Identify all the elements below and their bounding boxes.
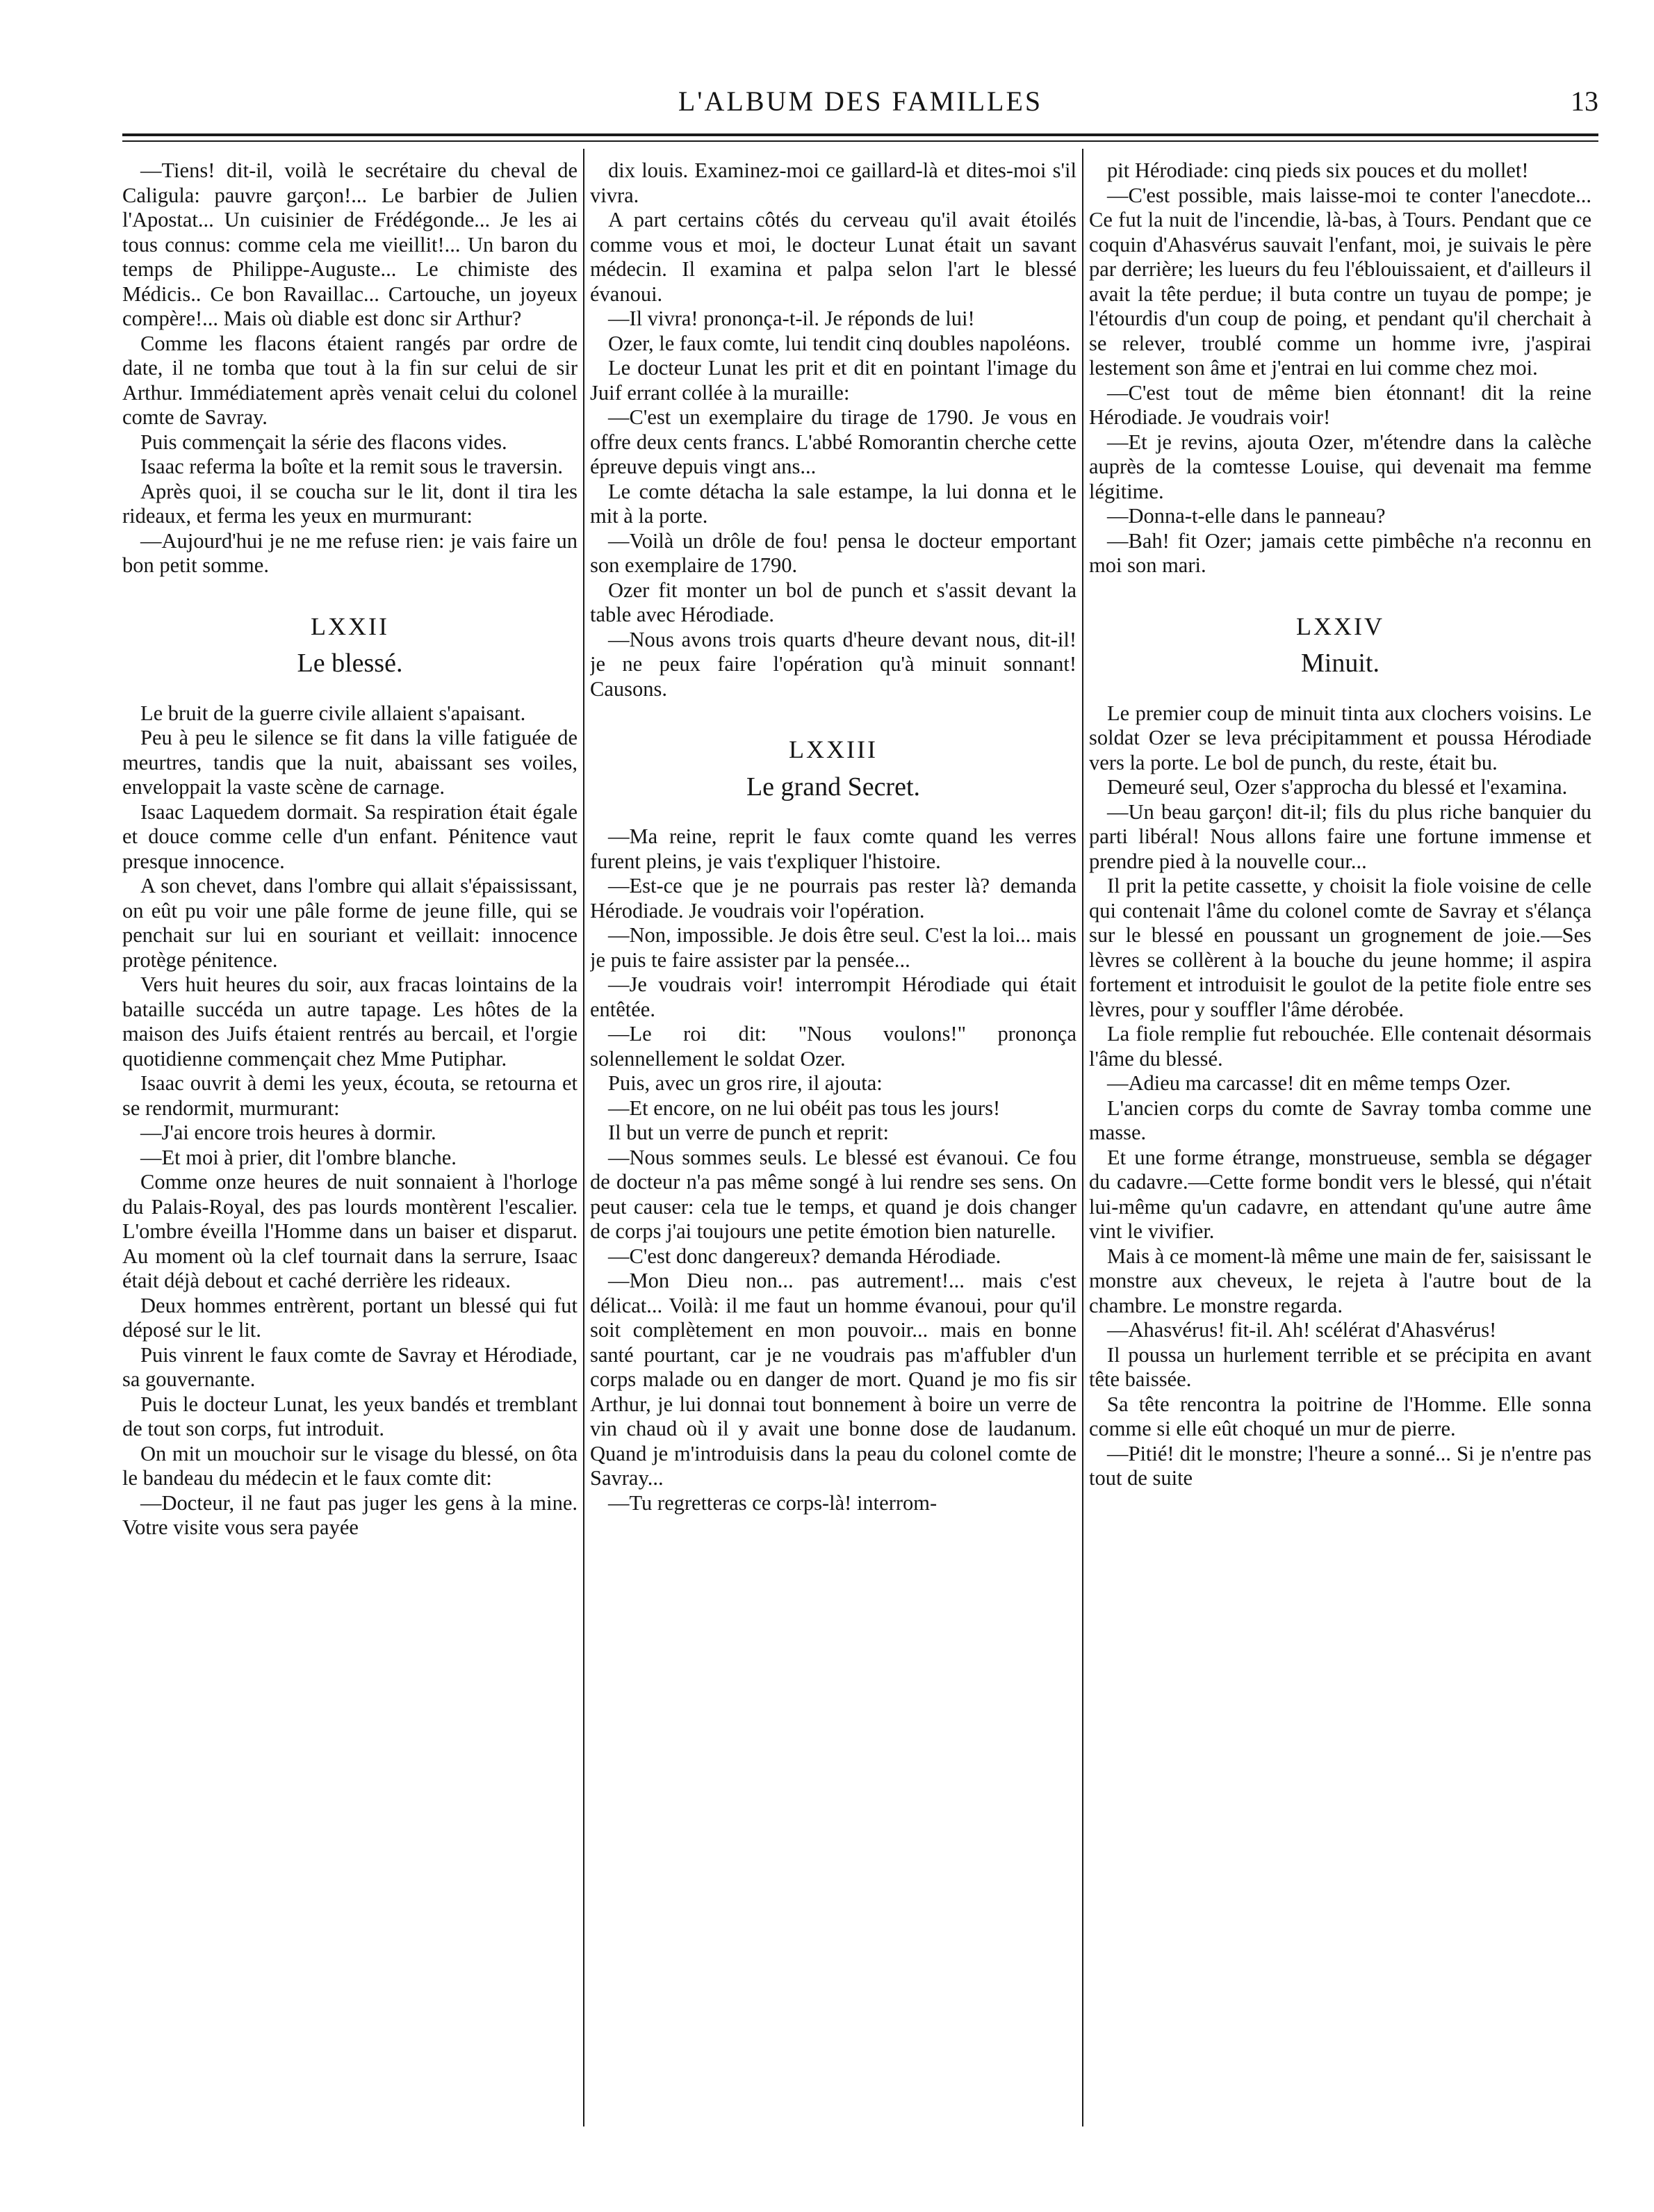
paragraph: —Et moi à prier, dit l'ombre blanche. — [140, 1145, 457, 1169]
paragraph: —Je voudrais voir! interrompit Hérodiade qui était entêtée. — [590, 973, 1076, 1021]
page-header — [122, 82, 1598, 131]
paragraph: —Tiens! dit-il, voilà le secrétaire du cheval de Caligula: pauvre garçon!... Le barbier de Julien l'Apostat... Un cuisinier de Frédégonde... Je les ai tous connus: comme cela me vieillit!... Un baron du temps de Philippe-Auguste... Le chimiste des Médicis.. Ce bon Ravaillac... Cartouche, un joyeux compère!... Mais où diable est donc sir Arthur? — [122, 158, 578, 330]
paragraph: —Un beau garçon! dit-il; fils du plus riche banquier du parti libéral! Nous allons faire une fortune immense et prendre pied à la nouvelle cour... — [1089, 799, 1591, 873]
paragraph: Isaac ouvrit à demi les yeux, écouta, se retourna et se rendormit, murmurant: — [122, 1071, 578, 1120]
column-1-before — [122, 158, 578, 578]
chapter-title: Le blessé. — [297, 649, 403, 678]
paragraph: Et une forme étrange, monstrueuse, sembla se dégager du cadavre.—Cette forme bondit vers le blessé, qui n'était lui-même qu'un cadavre, en attendant qu'une autre âme vint le vivifier. — [1089, 1145, 1591, 1243]
paragraph: Isaac Laquedem dormait. Sa respiration était égale et douce comme celle d'un enfant. Pénitence vaut presque innocence. — [122, 799, 578, 873]
paragraph: —Pitié! dit le monstre; l'heure a sonné... Si je n'entre pas tout de suite — [1089, 1441, 1591, 1490]
paragraph: Puis, avec un gros rire, il ajouta: — [608, 1071, 883, 1095]
paragraph: Puis le docteur Lunat, les yeux bandés et tremblant de tout son corps, fut introduit. — [122, 1392, 578, 1440]
paragraph: —C'est tout de même bien étonnant! dit la reine Hérodiade. Je voudrais voir! — [1089, 380, 1591, 429]
paragraph: —Non, impossible. Je dois être seul. C'est la loi... mais je puis te faire assister par la pensée... — [590, 923, 1076, 972]
paragraph: —Donna-t-elle dans le panneau? — [1107, 504, 1386, 528]
paragraph: —Tu regretteras ce corps-là! interrom- — [608, 1490, 937, 1515]
paragraph: —Ma reine, reprit le faux comte quand les verres furent pleins, je vais t'expliquer l'histoire. — [590, 824, 1076, 873]
paragraph: Le premier coup de minuit tinta aux clochers voisins. Le soldat Ozer se leva précipitamment et poussa Hérodiade vers la porte. Le bol de punch, du reste, était bu. — [1089, 701, 1591, 774]
paragraph: Comme onze heures de nuit sonnaient à l'horloge du Palais-Royal, des pas lourds montèrent l'escalier. L'ombre éveilla l'Homme dans un baiser et disparut. Au moment où la clef tournait dans la serrure, Isaac était déjà debout et caché derrière les rideaux. — [122, 1170, 578, 1292]
column-1-after — [122, 701, 578, 1540]
column-2-after — [590, 824, 1076, 1515]
paragraph: Puis vinrent le faux comte de Savray et Hérodiade, sa gouvernante. — [122, 1342, 578, 1391]
paragraph: —Adieu ma carcasse! dit en même temps Ozer. — [1107, 1071, 1511, 1095]
paragraph: —Aujourd'hui je ne me refuse rien: je vais faire un bon petit somme. — [122, 528, 578, 577]
chapter-number: LXXIII — [789, 735, 878, 763]
paragraph: —J'ai encore trois heures à dormir. — [140, 1121, 436, 1144]
paragraph: Comme les flacons étaient rangés par ordre de date, il ne tomba que tout à la fin sur celui de sir Arthur. Immédiatement après venait celui du colonel comte de Savray. — [122, 331, 578, 429]
paragraph: Le comte détacha la sale estampe, la lui donna et le mit à la porte. — [590, 479, 1076, 528]
paragraph: Mais à ce moment-là même une main de fer, saisissant le monstre aux cheveux, le rejeta à l'autre bout de la chambre. Le monstre regarda. — [1089, 1244, 1591, 1317]
paragraph: —C'est donc dangereux? demanda Hérodiade. — [608, 1244, 1001, 1268]
column-3-before — [1089, 158, 1591, 578]
paragraph: Il poussa un hurlement terrible et se précipita en avant tête baissée. — [1089, 1342, 1591, 1391]
paragraph: —Il vivra! prononça-t-il. Je réponds de lui! — [608, 307, 975, 330]
paragraph: Deux hommes entrèrent, portant un blessé qui fut déposé sur le lit. — [122, 1293, 578, 1342]
column-2-before — [590, 158, 1076, 701]
paragraph: —Mon Dieu non... pas autrement!... mais c'est délicat... Voilà: il me faut un homme évanoui, pour qu'il soit complètement en mon pouvoir... mais en bonne santé pourtant, car je ne voudrais pas m'affubler d'un corps malade ou en danger de mort. Quand je mo fis sir Arthur, je lui donnai tout bonnement à boire un verre de vin chaud où il y avait une bonne dose de laudanum. Quand je m'introduisis dans la peau du colonel comte de Savray... — [590, 1269, 1076, 1490]
paragraph: —Nous sommes seuls. Le blessé est évanoui. Ce fou de docteur n'a pas même songé à lui rendre ses sens. On peut causer: cela tue le temps, et quand je dois changer de corps j'ai toujours une petite émotion bien naturelle. — [590, 1145, 1076, 1243]
paragraph: Ozer, le faux comte, lui tendit cinq doubles napoléons. — [608, 331, 1071, 355]
paragraph: Il prit la petite cassette, y choisit la fiole voisine de celle qui contenait l'âme du colonel comte de Savray et s'élança sur le blessé en poussant un grognement de joie.—Ses lèvres se collèrent à la bouche du jeune homme; il aspira fortement et introduisit le goulot de la petite fiole entre ses lèvres, pour y souffler l'âme dérobée. — [1089, 874, 1591, 1021]
paragraph: Sa tête rencontra la poitrine de l'Homme. Elle sonna comme si elle eût choqué un mur de pierre. — [1089, 1392, 1591, 1440]
paragraph: Le docteur Lunat les prit et dit en pointant l'image du Juif errant collée à la muraille: — [590, 356, 1076, 405]
paragraph: —Ahasvérus! fit-il. Ah! scélérat d'Ahasvérus! — [1107, 1318, 1497, 1342]
column-1 — [122, 158, 578, 2126]
chapter-number: LXXII — [311, 612, 389, 640]
paragraph: Vers huit heures du soir, aux fracas lointains de la bataille succéda un autre tapage. Les hôtes de la maison des Juifs étaient rentrés au bercail, et l'orgie quotidienne commençait chez Mme Putiphar. — [122, 973, 578, 1071]
header-rule-top — [122, 133, 1598, 136]
paragraph: Le bruit de la guerre civile allaient s'apaisant. — [140, 701, 526, 725]
chapter-number: LXXIV — [1296, 612, 1384, 640]
paragraph: Peu à peu le silence se fit dans la ville fatiguée de meurtres, tandis que la nuit, abaissant ses voiles, enveloppait la vaste scène de carnage. — [122, 726, 578, 799]
paragraph: —Bah! fit Ozer; jamais cette pimbêche n'a reconnu en moi son mari. — [1089, 528, 1591, 577]
header-rule-bottom — [122, 140, 1598, 142]
paragraph: Puis commençait la série des flacons vides. — [140, 430, 507, 454]
paragraph: Demeuré seul, Ozer s'approcha du blessé et l'examina. — [1107, 775, 1568, 799]
paragraph: A son chevet, dans l'ombre qui allait s'épaississant, on eût pu voir une pâle forme de jeune fille, qui se penchait sur lui en souriant et veillait: innocence protège pénitence. — [122, 874, 578, 972]
paragraph: A part certains côtés du cerveau qu'il avait étoilés comme vous et moi, le docteur Lunat était un savant médecin. Il examina et palpa selon l'art le blessé évanoui. — [590, 208, 1076, 306]
column-separator-2 — [1082, 149, 1083, 2126]
chapter-title: Le grand Secret. — [746, 772, 921, 802]
paragraph: —Voilà un drôle de fou! pensa le docteur emportant son exemplaire de 1790. — [590, 528, 1076, 577]
paragraph: —C'est possible, mais laisse-moi te conter l'anecdote... Ce fut la nuit de l'incendie, là-bas, à Tours. Pendant que ce coquin d'Ahasvérus sauvait l'enfant, moi, je suivais le père par derrière; les lueurs du feu l'éblouissaient, et d'ailleurs il avait la tête perdue; il buta contre un tuyau de pompe; je l'étourdis d'un coup de poing, et pendant qu'il cherchait à se relever, troublé comme un homme ivre, j'aspirai lestement son âme et j'entrai en lui comme chez moi. — [1089, 183, 1591, 380]
paragraph: pit Hérodiade: cinq pieds six pouces et du mollet! — [1107, 158, 1529, 182]
paragraph: —Le roi dit: "Nous voulons!" prononça solennellement le soldat Ozer. — [590, 1022, 1076, 1071]
column-3-after — [1089, 701, 1591, 1491]
page-number: 13 — [1571, 86, 1598, 117]
column-2 — [590, 158, 1076, 2126]
column-separator-1 — [583, 149, 584, 2126]
chapter-title: Minuit. — [1301, 649, 1379, 678]
paragraph: —C'est un exemplaire du tirage de 1790. Je vous en offre deux cents francs. L'abbé Romorantin cherche cette épreuve depuis vingt ans... — [590, 405, 1076, 478]
paragraph: On mit un mouchoir sur le visage du blessé, on ôta le bandeau du médecin et le faux comte dit: — [122, 1441, 578, 1490]
column-3 — [1089, 158, 1591, 2126]
running-head: L'ALBUM DES FAMILLES — [678, 86, 1043, 117]
paragraph: —Et je revins, ajouta Ozer, m'étendre dans la calèche auprès de la comtesse Louise, qui devenait ma femme légitime. — [1089, 430, 1591, 503]
paragraph: —Est-ce que je ne pourrais pas rester là? demanda Hérodiade. Je voudrais voir l'opération. — [590, 874, 1076, 922]
paragraph: La fiole remplie fut rebouchée. Elle contenait désormais l'âme du blessé. — [1089, 1022, 1591, 1071]
paragraph: dix louis. Examinez-moi ce gaillard-là et dites-moi s'il vivra. — [590, 158, 1076, 207]
paragraph: Ozer fit monter un bol de punch et s'assit devant la table avec Hérodiade. — [590, 578, 1076, 626]
paragraph: —Nous avons trois quarts d'heure devant nous, dit-il! je ne peux faire l'opération qu'à minuit sonnant! Causons. — [590, 627, 1076, 701]
paragraph: Isaac referma la boîte et la remit sous le traversin. — [140, 455, 564, 478]
paragraph: —Et encore, on ne lui obéit pas tous les jours! — [608, 1096, 1001, 1120]
paragraph: —Docteur, il ne faut pas juger les gens à la mine. Votre visite vous sera payée — [122, 1490, 578, 1539]
paragraph: L'ancien corps du comte de Savray tomba comme une masse. — [1089, 1096, 1591, 1144]
paragraph: Après quoi, il se coucha sur le lit, dont il tira les rideaux, et ferma les yeux en murmurant: — [122, 479, 578, 528]
paragraph: Il but un verre de punch et reprit: — [608, 1121, 889, 1144]
